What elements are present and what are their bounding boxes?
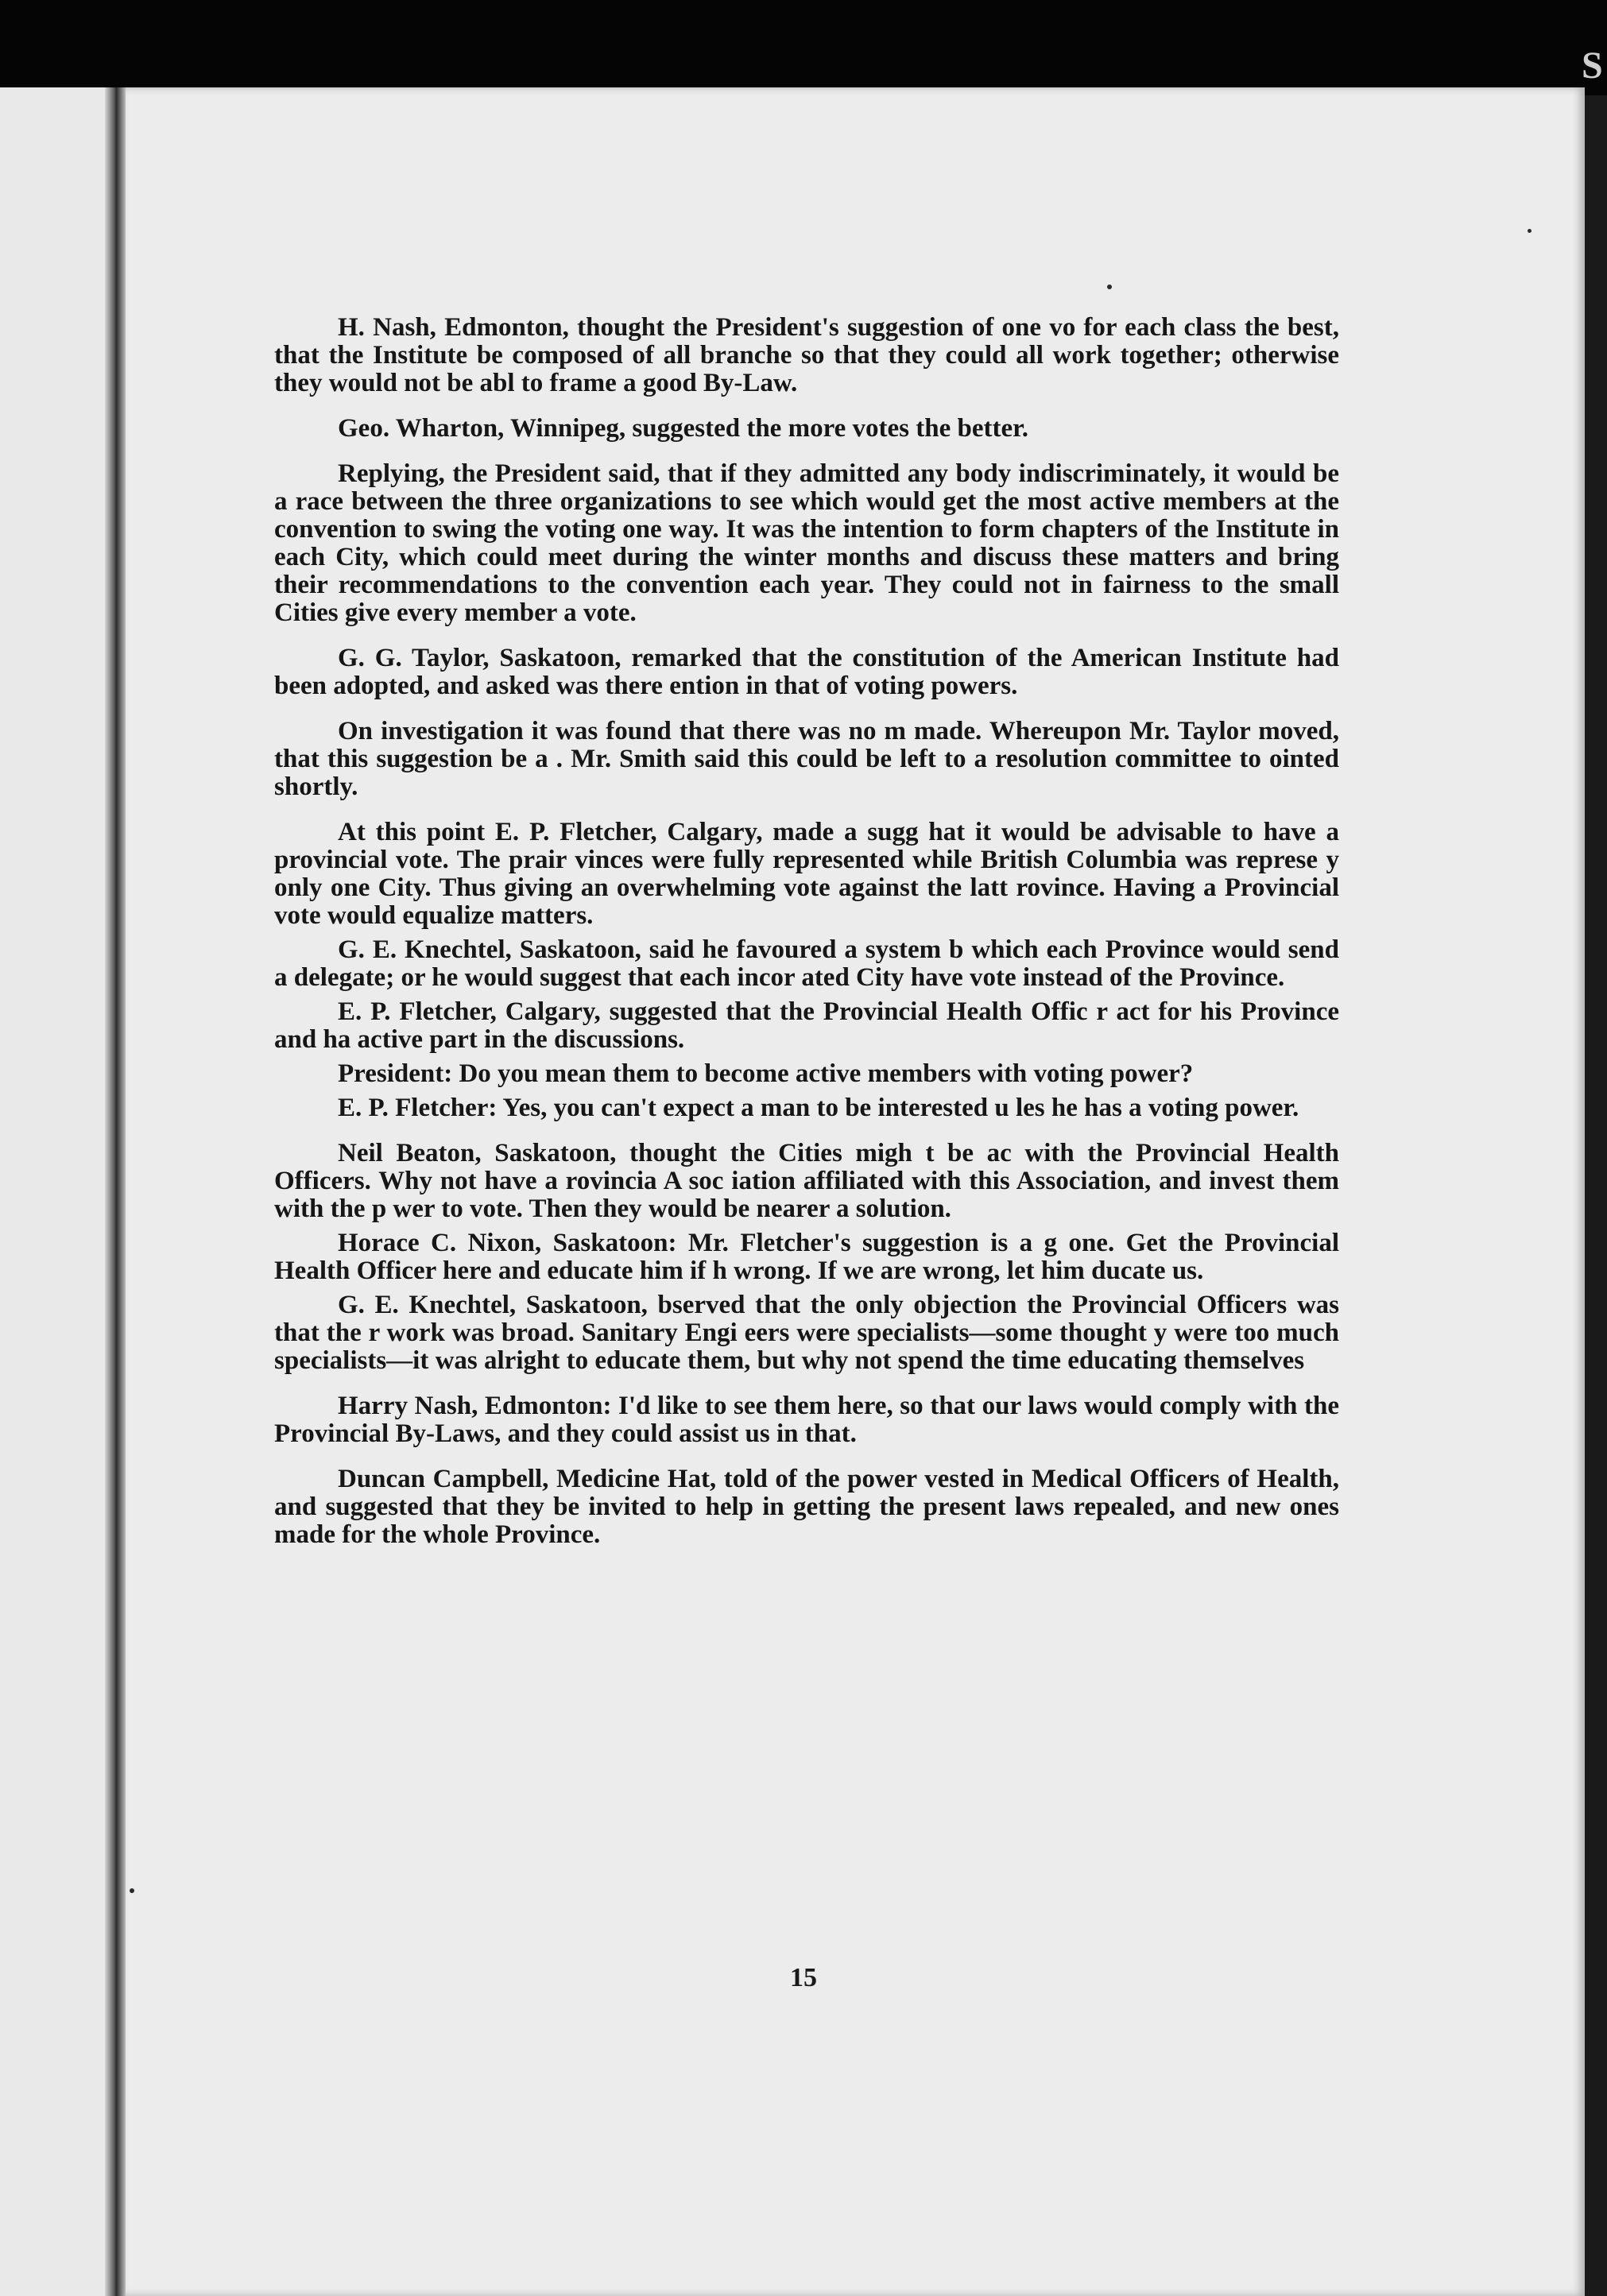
- scan-top-band: [0, 0, 1607, 95]
- scan-speck: [1107, 285, 1112, 289]
- body-text: [274, 314, 1339, 1566]
- page-number: 15: [790, 1963, 817, 1992]
- paragraph: E. P. Fletcher: Yes, you can't expect a man to be interested u les he has a voting power.: [338, 1094, 1299, 1122]
- corner-mark: S: [1582, 45, 1603, 87]
- paragraph: G. E. Knechtel, Saskatoon, said he favoured a system b which each Province would send a delegate; or he would suggest that each incor ated City have vote instead of the Province.: [274, 935, 1339, 992]
- paragraph: Geo. Wharton, Winnipeg, suggested the more votes the better.: [338, 414, 1028, 443]
- paragraph: On investigation it was found that there was no m made. Whereupon Mr. Taylor moved, that this suggestion be a . Mr. Smith said this could be left to a resolution committee to ointed shortly.: [274, 717, 1339, 801]
- paragraph: At this point E. P. Fletcher, Calgary, made a sugg hat it would be advisable to have a provincial vote. The prair vinces were fully represented while British Columbia was represe y only one City. Thus giving an overwhelming vote against the latt rovince. Having a Provincial vote would equalize matters.: [274, 818, 1339, 930]
- paragraph: Horace C. Nixon, Saskatoon: Mr. Fletcher's suggestion is a g one. Get the Provincial Health Officer here and educate him if h wrong. If we are wrong, let him ducate us.: [274, 1229, 1339, 1285]
- paragraph: Replying, the President said, that if they admitted any body indiscriminately, it would be a race between the three organizations to see which would get the most active members at the convention to swing the voting one way. It was the intention to form chapters of the Institute in each City, which could meet during the winter months and discuss these matters and bring their recommendations to the convention each year. They could not in fairness to the small Cities give every member a vote.: [274, 459, 1339, 627]
- scan-speck: [1528, 229, 1531, 233]
- paragraph: E. P. Fletcher, Calgary, suggested that the Provincial Health Offic r act for his Province and ha active part in the discussions.: [274, 997, 1339, 1054]
- paragraph: H. Nash, Edmonton, thought the President's suggestion of one vo for each class the best, that the Institute be composed of all branche so that they could all work together; otherwise they would not be abl to frame a good By-Law.: [274, 313, 1339, 397]
- paragraph: Duncan Campbell, Medicine Hat, told of the power vested in Medical Officers of Health, and suggested that they be invited to help in getting the present laws repealed, and new ones made for the whole Province.: [274, 1465, 1339, 1549]
- paragraph: President: Do you mean them to become active members with voting power?: [338, 1059, 1194, 1088]
- paragraph: G. G. Taylor, Saskatoon, remarked that the constitution of the American Institute had been adopted, and asked was there ention in that of voting powers.: [274, 644, 1339, 700]
- paragraph: Harry Nash, Edmonton: I'd like to see them here, so that our laws would comply with the Provincial By-Laws, and they could assist us in that.: [274, 1392, 1339, 1448]
- scan-speck: [130, 1888, 134, 1893]
- paragraph: Neil Beaton, Saskatoon, thought the Cities migh t be ac with the Provincial Health Officers. Why not have a rovincia A soc iation affiliated with this Association, and invest them with the p wer to vote. Then they would be nearer a solution.: [274, 1139, 1339, 1223]
- paragraph: G. E. Knechtel, Saskatoon, bserved that the only objection the Provincial Officers was that the r work was broad. Sanitary Engi eers were specialists—some thought y were too much specialists—it was alright to educate them, but why not spend the time educating themselves: [274, 1291, 1339, 1375]
